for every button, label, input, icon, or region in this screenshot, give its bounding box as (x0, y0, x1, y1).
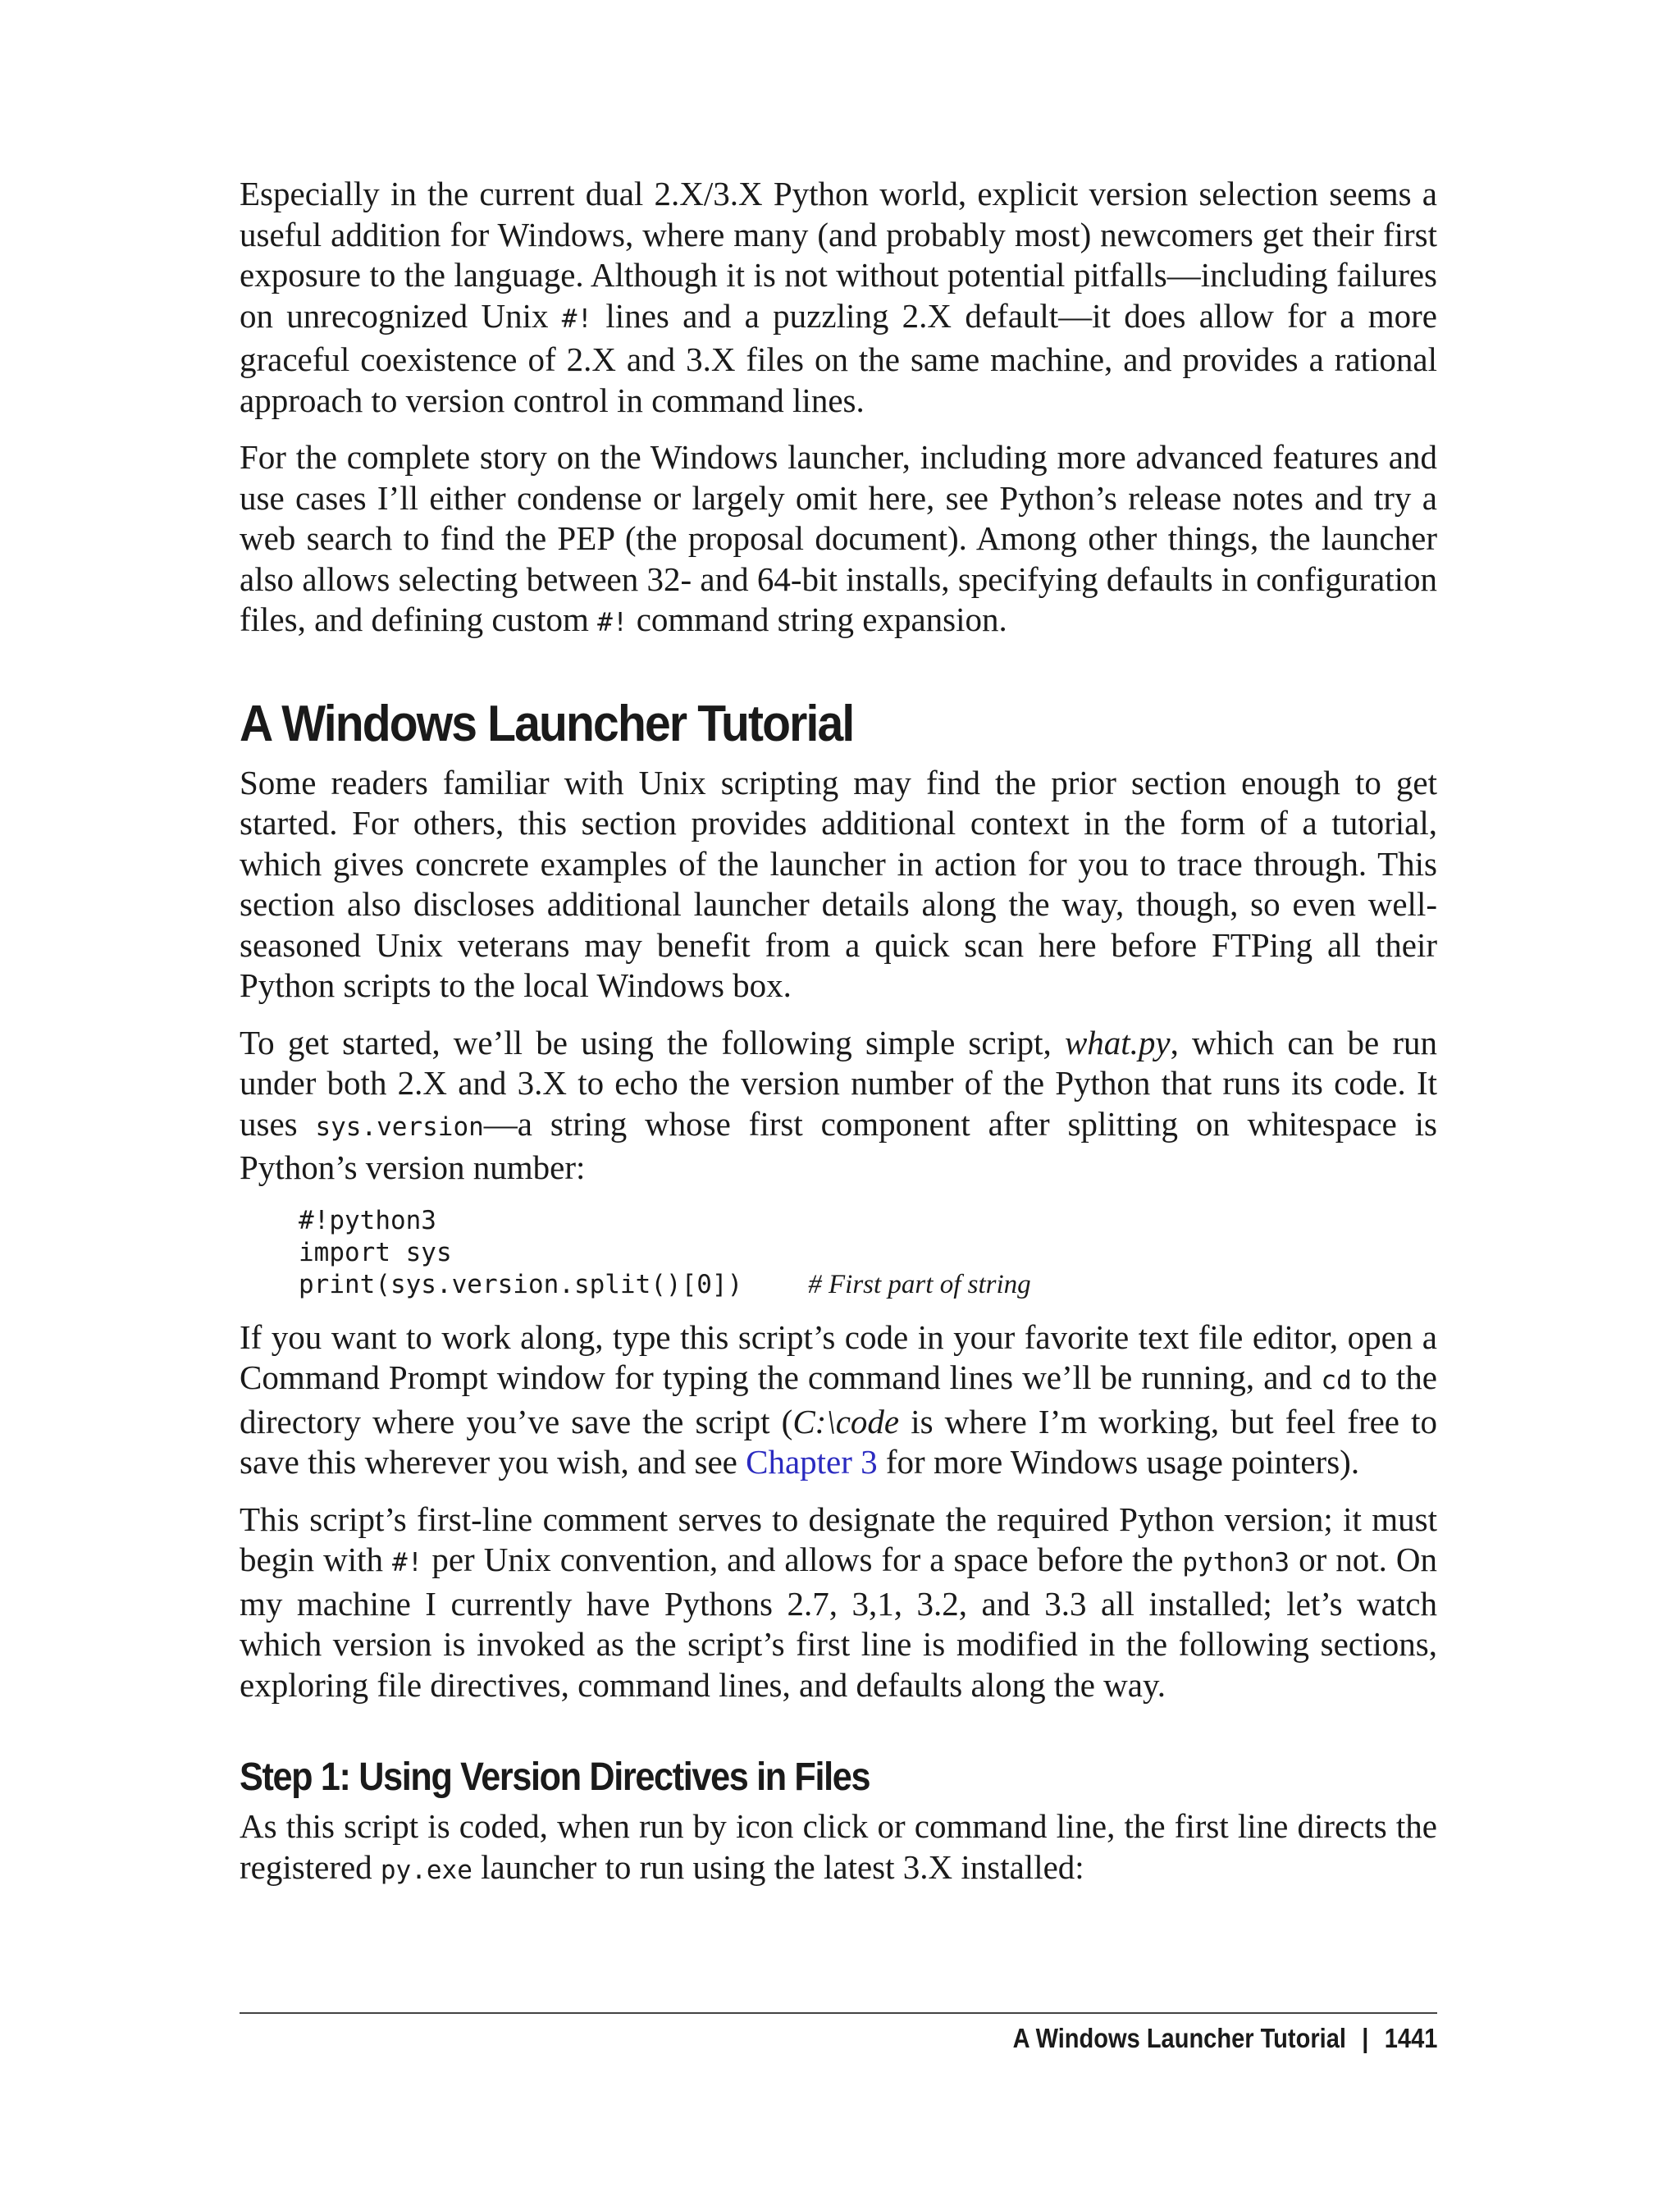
step1-paragraph: As this script is coded, when run by icon click or command line, the first line directs the registered py.exe launcher to run using the latest 3.X installed: (240, 1807, 1437, 1886)
section-paragraph-2: To get started, we’ll be using the following simple script, what.py, which can be run under both 2.X and 3.X to echo the version number of the Python that runs its code. It uses sys.version—a string whose first component after splitting on whitespace is Python’s version number: (240, 1023, 1438, 1186)
section-paragraph-4: This script’s first-line comment serves to designate the required Python version; it must begin with #! per Unix convention, and allows for a space before the python3 or not. On my machine I currently have Pythons 2.7, 3,1, 3.2, and 3.3 all installed; let’s watch which version is invoked as the script’s first line is modified in the following sections, exploring file directives, command lines, and defaults along the way. (240, 1500, 1437, 1704)
inline-code: python3 (1182, 1548, 1290, 1577)
inline-code: #! (561, 304, 593, 334)
filename: what.py (1064, 1023, 1171, 1061)
code-listing (299, 1205, 1437, 1301)
code-line: import sys (299, 1237, 452, 1267)
inline-code: #! (392, 1548, 423, 1577)
page-number: 1441 (1384, 2023, 1437, 2053)
code-line: #!python3 (299, 1205, 436, 1235)
inline-code: py.exe (380, 1855, 472, 1885)
inline-code: cd (1321, 1366, 1352, 1395)
inline-code: #! (597, 608, 628, 637)
section-heading: A Windows Launcher Tutorial (240, 695, 854, 752)
footer-divider (240, 2012, 1437, 2014)
code-line: print(sys.version.split()[0]) # First part of string (299, 1269, 1031, 1299)
subsection-heading: Step 1: Using Version Directives in Files (240, 1755, 870, 1799)
section-paragraph-1: Some readers familiar with Unix scripting may find the prior section enough to get started. For others, this section provides additional context in the form of a tutorial, which gives concrete examples of the launcher in action for you to trace through. This section also discloses additional launcher details along the way, though, so even well-seasoned Unix veterans may benefit from a quick scan here before FTPing all their Python scripts to the local Windows box. (240, 763, 1437, 1004)
footer-separator: | (1361, 2023, 1369, 2053)
page-footer (1012, 2023, 1437, 2054)
inline-code: sys.version (315, 1112, 484, 1142)
path: C:\code (792, 1402, 900, 1440)
intro-paragraph-1: Especially in the current dual 2.X/3.X Python world, explicit version selection seems a useful addition for Windows, where many (and probably most) newcomers get their first exposure to the language. Although it is not without potential pitfalls—including failures on unrecognized Unix #! lines and a puzzling 2.X default—it does allow for a more graceful coexistence of 2.X and 3.X files on the same machine, and provides a rational approach to version control in command lines. (240, 175, 1437, 419)
page-content (240, 174, 1437, 1907)
section-paragraph-3: If you want to work along, type this script’s code in your favorite text file editor, open a Command Prompt window for typing the command lines we’ll be running, and cd to the directory where you’ve save the script (C:\code is where I’m working, but feel free to save this wherever you wish, and see Chapter 3 for more Windows usage pointers). (240, 1317, 1437, 1481)
running-title: A Windows Launcher Tutorial (1012, 2023, 1346, 2053)
code-comment: # First part of string (808, 1269, 1031, 1299)
intro-paragraph-2: For the complete story on the Windows launcher, including more advanced features and use cases I’ll either condense or largely omit here, see Python’s release notes and try a web search to find the PEP (the proposal document). Among other things, the launcher also allows selecting between 32- and 64-bit installs, specifying defaults in configuration files, and defining custom #! command string expansion. (240, 438, 1437, 638)
chapter-link[interactable]: Chapter 3 (746, 1443, 878, 1481)
